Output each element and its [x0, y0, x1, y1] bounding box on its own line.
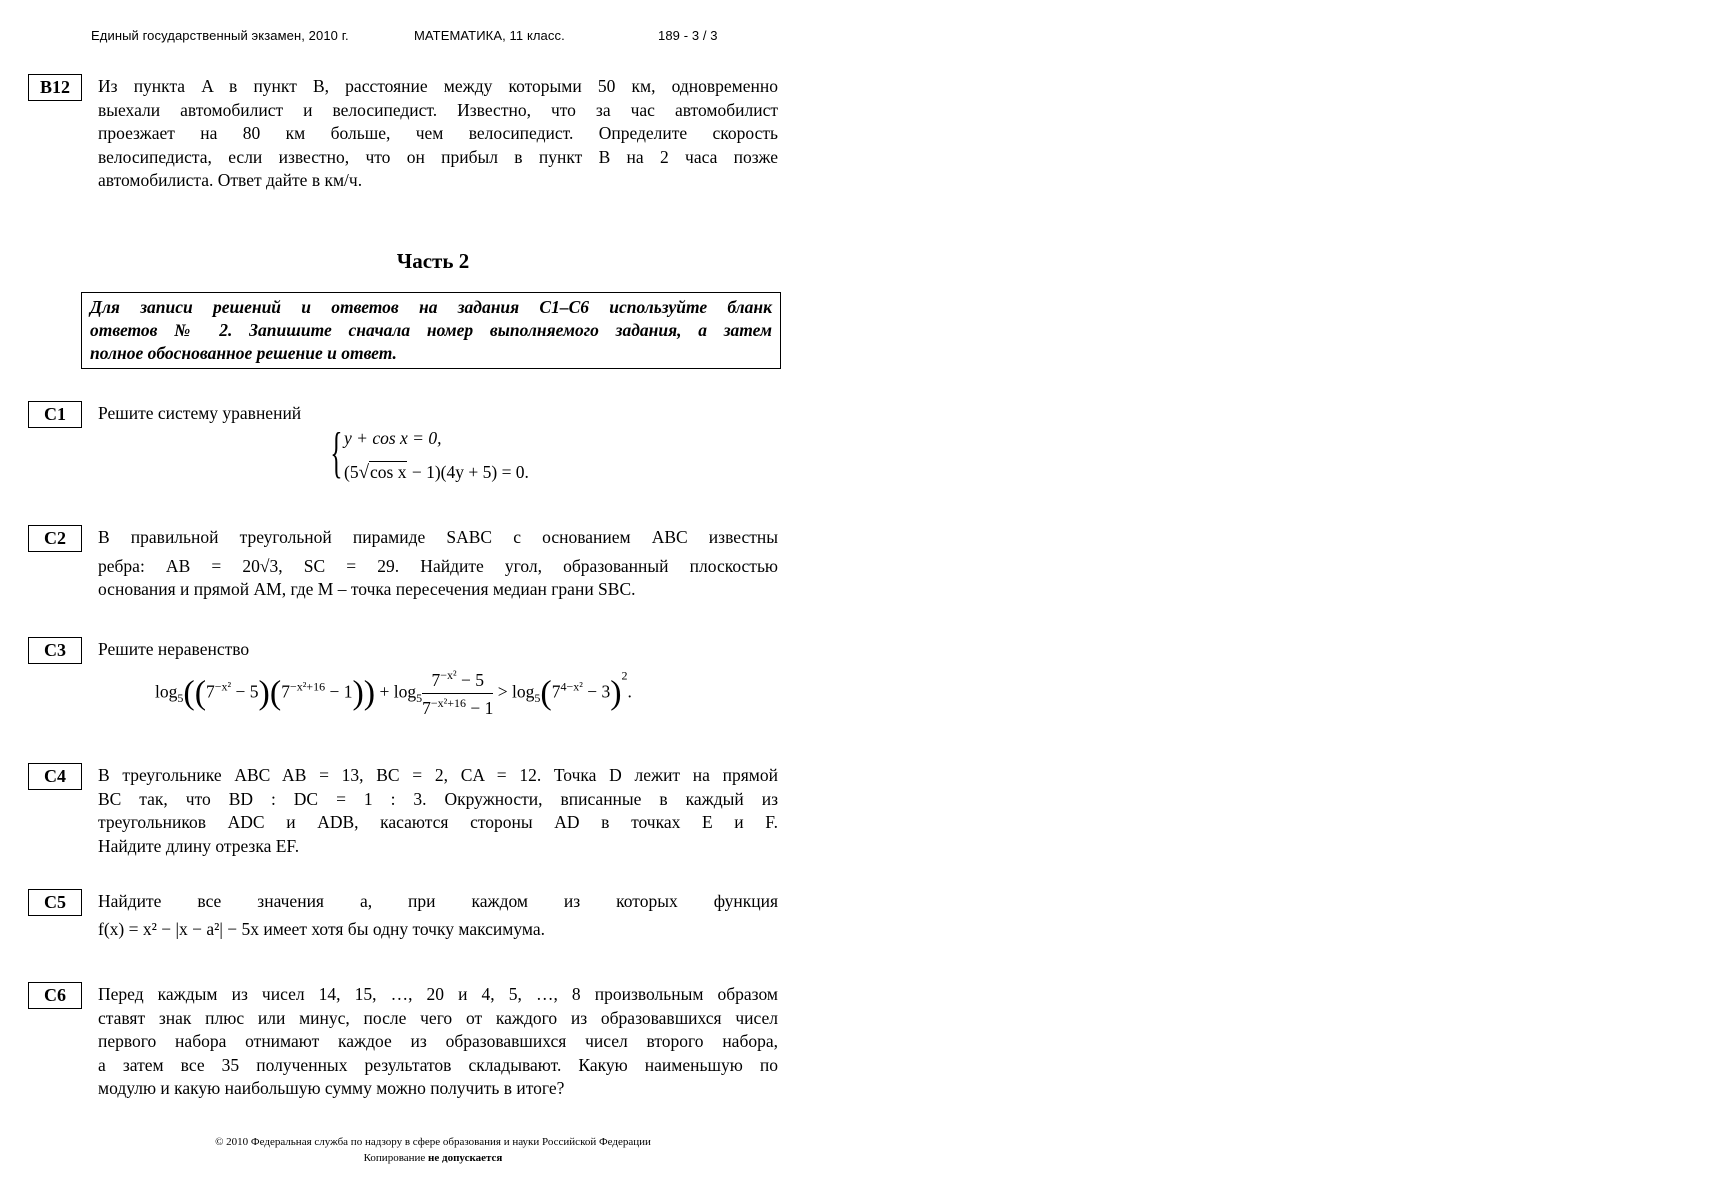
c4-line: В треугольнике ABC AB = 13, BC = 2, CA = 12. Точка D лежит на прямой: [98, 765, 778, 785]
c3-minus5: − 5: [456, 669, 484, 690]
task-label-c3: C3: [28, 637, 82, 664]
c2-line: В правильной треугольной пирамиде SABC с основанием ABC известны: [98, 527, 778, 547]
c6-line: первого набора отнимают каждое из образовавшихся чисел второго набора,: [98, 1031, 778, 1051]
c6-line: модулю и какую наибольшую сумму можно получить в итоге?: [98, 1078, 565, 1098]
system-brace: {: [330, 422, 343, 484]
c4-line: треугольников ADC и ADB, касаются стороны AD в точках E и F.: [98, 812, 778, 832]
c3-minus1: − 1: [466, 697, 494, 718]
task-c2-text: [98, 526, 778, 602]
footer-copyright: © 2010 Федеральная служба по надзору в сфере образования и науки Российской Федерации: [215, 1136, 651, 1148]
c3-inequality: $\log_5((7^{-x^2} - 5)(7^{-x^2+16} - 1)) + \log_5$ $\frac{7^{-x^2} - 5}{7^{-x^2+16} - 1}$ > $\log_5(7^{4-x^2} - 3)^2$.: [155, 668, 632, 718]
c3-seven: 7: [206, 681, 215, 702]
c5-line: f(x) = x² − |x − a²| − 5x имеет хотя бы одну точку максимума.: [98, 918, 545, 939]
c6-line: а затем все 35 полученных результатов складывают. Какую наименьшую по: [98, 1054, 778, 1075]
c3-exponent: −x²: [440, 668, 457, 682]
footer-copy-text: Копирование: [363, 1152, 429, 1164]
b12-line: автомобилиста. Ответ дайте в км/ч.: [98, 170, 363, 190]
c3-exponent: −x²+16: [430, 695, 466, 710]
c5-line: Найдите все значения a, при каждом из которых функция: [98, 891, 778, 911]
part2-instruction-box: [81, 292, 781, 369]
task-c5-text: [98, 890, 778, 941]
c3-end: .: [627, 681, 632, 702]
instruction-line: полное обоснованное решение и ответ.: [90, 343, 397, 363]
footer-copy-notice: [0, 1150, 866, 1166]
c3-minus3: − 3: [582, 681, 611, 702]
instruction-line: ответов № 2. Запишите сначала номер выполняемого задания, а затем: [90, 320, 772, 340]
c1-eq2-part: (5: [344, 462, 359, 482]
task-c1-text: Решите систему уравнений: [98, 403, 302, 423]
task-label-c2: C2: [28, 525, 82, 552]
task-label-c5: C5: [28, 889, 82, 916]
task-b12-text: [98, 75, 778, 193]
part2-title: Часть 2: [396, 249, 470, 273]
task-c4-text: [98, 764, 778, 858]
b12-line: Из пункта A в пункт B, расстояние между которыми 50 км, одновременно: [98, 76, 778, 96]
b12-line: проезжает на 80 км больше, чем велосипедист. Определите скорость: [98, 123, 778, 143]
c1-equation-2: (5√cos x − 1)(4y + 5) = 0.: [344, 462, 529, 483]
b12-line: выехали автомобилист и велосипедист. Известно, что за час автомобилист: [98, 99, 778, 120]
c3-gt: >: [493, 681, 512, 702]
footer-copy-bold: не допускается: [428, 1152, 503, 1164]
log-text: log: [155, 681, 178, 702]
task-c6-text: [98, 983, 778, 1101]
c3-plus: +: [375, 681, 394, 702]
page-footer: [0, 1134, 866, 1166]
c3-seven: 7: [431, 669, 441, 690]
task-label-c6: C6: [28, 982, 82, 1009]
task-label-c4: C4: [28, 763, 82, 790]
log-base: 5: [416, 690, 423, 705]
log-base: 5: [177, 690, 184, 705]
c6-line: ставят знак плюс или минус, после чего от каждого из образовавшихся чисел: [98, 1007, 778, 1028]
c1-eq2-sqrt: cos x: [370, 462, 407, 482]
instruction-line: Для записи решений и ответов на задания С1–С6 используйте бланк: [90, 297, 772, 317]
c2-line: ребра: AB = 20√3, SC = 29. Найдите угол, образованный плоскостью: [98, 555, 778, 576]
task-label-b12: B12: [28, 74, 82, 101]
c3-seven: 7: [551, 681, 561, 702]
header-subject: МАТЕМАТИКА, 11 класс.: [414, 28, 565, 43]
c3-fraction: [422, 668, 493, 719]
c3-exponent: 4−x²: [560, 679, 583, 694]
header-exam: Единый государственный экзамен, 2010 г.: [91, 28, 349, 43]
c3-square: 2: [621, 668, 628, 683]
task-label-c1: C1: [28, 401, 82, 428]
b12-line: велосипедиста, если известно, что он прибыл в пункт B на 2 часа позже: [98, 146, 778, 167]
c3-minus1: − 1: [325, 681, 353, 702]
c4-line: BC так, что BD : DC = 1 : 3. Окружности, вписанные в каждый из: [98, 788, 778, 809]
c1-eq2-part: − 1)(4y + 5) = 0.: [407, 462, 529, 482]
c3-minus5: − 5: [231, 681, 259, 702]
c4-line: Найдите длину отрезка EF.: [98, 835, 300, 856]
c3-seven: 7: [422, 697, 431, 718]
c1-equation-1: y + cos x = 0,: [344, 428, 442, 448]
c3-exponent: −x²: [214, 679, 232, 694]
c3-exponent: −x²+16: [289, 679, 326, 694]
c6-line: Перед каждым из чисел 14, 15, …, 20 и 4, 5, …, 8 произвольным образом: [98, 984, 778, 1004]
log-text: log: [393, 681, 417, 702]
c3-seven: 7: [281, 681, 290, 702]
task-c3-text: Решите неравенство: [98, 639, 250, 659]
header-page-number: 189 - 3 / 3: [658, 28, 718, 43]
c2-line: основания и прямой AM, где M – точка пересечения медиан грани SBC.: [98, 579, 636, 599]
log-base: 5: [534, 690, 541, 705]
log-text: log: [512, 681, 535, 702]
